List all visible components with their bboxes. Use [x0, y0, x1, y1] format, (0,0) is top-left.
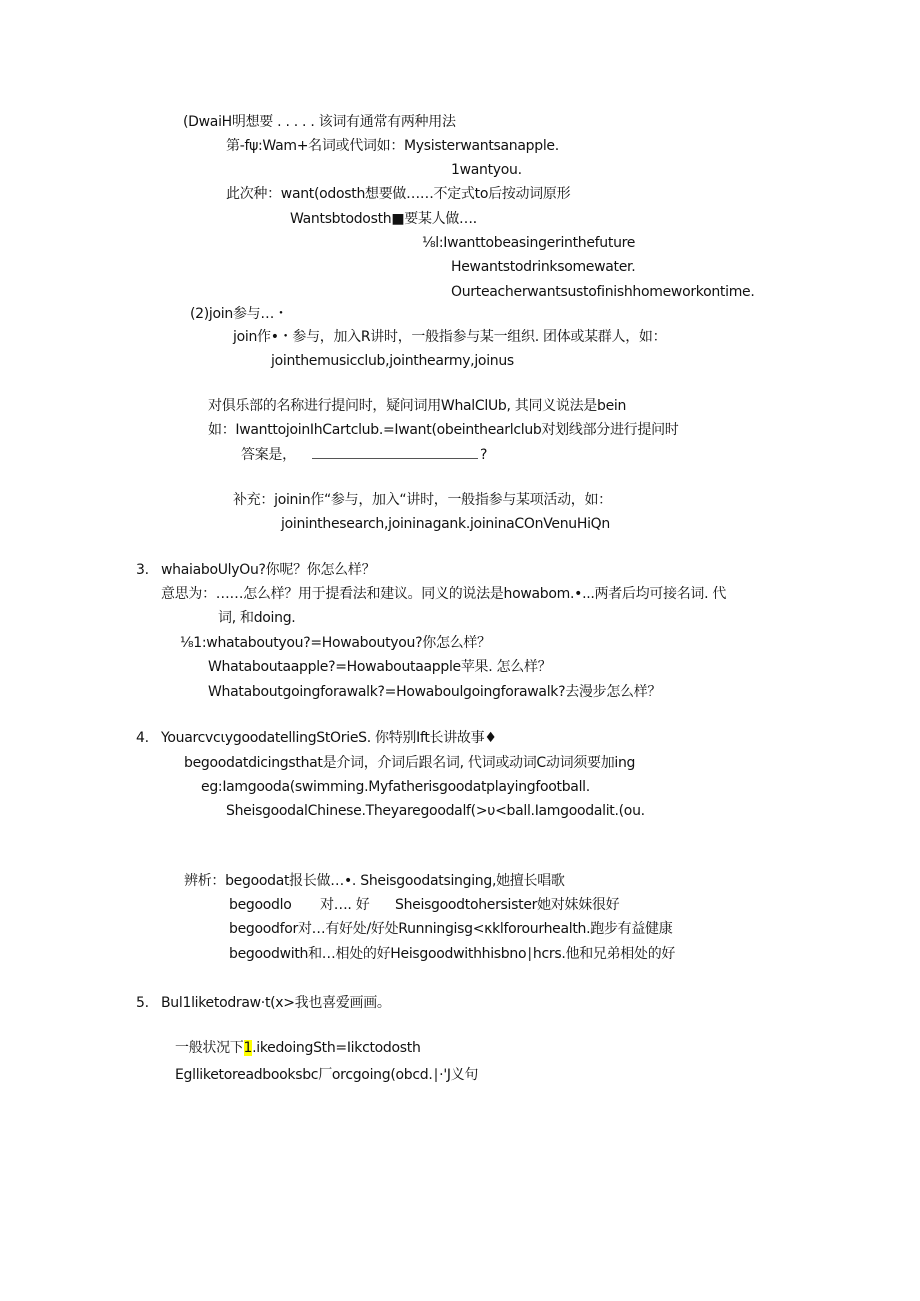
analysis-line-2-term: begoodlo — [229, 897, 292, 913]
analysis-line-4: begoodwith和…相处的好Heisgoodwithhisbno∣hcrs.他和兄弟相处的好 — [229, 946, 676, 962]
want-usage-1: 第-fψ:Wam+名词或代词如：Mysisterwantsanapple. — [226, 138, 559, 154]
section-3-example-2: Whataboutaapple?=Howaboutaapple苹果. 怎么样？ — [208, 659, 552, 675]
section-3-meaning-cont: 词, 和doing. — [218, 610, 296, 626]
answer-question-mark: ? — [480, 447, 488, 463]
section-5-rule-body: .ikedoingSth=Iikctodosth — [252, 1040, 421, 1056]
analysis-line-3: begoodfor对…有好处/好处Runningisg<κklforourhealth.跑步有益健康 — [229, 921, 673, 937]
answer-label: 答案是， — [241, 447, 296, 463]
section-5-example: Eglliketoreadbooksbc厂orcgoing(obcd.∣·'J义句 — [175, 1067, 479, 1083]
section-4-rule: begoodatdicingsthat是介词，介词后跟名词, 代词或动词C动词须要加ing — [184, 755, 636, 771]
joinin-supplement: 补充：joinin作“参与，加入“讲时，一般指参与某项活动，如： — [233, 492, 612, 508]
join-examples: jointhemusicclub,jointhearmy,joinus — [271, 353, 514, 369]
want-example-2: Hewantstodrinksomewater. — [451, 259, 636, 275]
section-3-example-1: ⅛1:whataboutyou?=Howaboutyou?你怎么样？ — [180, 635, 491, 651]
join-question-note: 对俱乐部的名称进行提问时，疑问词用WhalClUb, 其同义说法是bein — [208, 398, 627, 414]
join-question-example: 如：IwanttojoinIhCartclub.=Iwant(obeinthearlclub对划线部分进行提问时 — [208, 422, 679, 438]
joinin-examples: joininthesearch,joininagank.joininaCOnVenuHiQn — [281, 516, 610, 532]
want-example-1: ⅛l:Iwanttobeasingerinthefuture — [422, 235, 636, 251]
highlighted-text: 1 — [243, 1040, 253, 1056]
want-example-3: Ourteacherwantsustofinishhomeworkontime. — [451, 284, 755, 300]
answer-blank — [312, 458, 478, 459]
want-usage-1-example: 1wantyou. — [451, 162, 522, 178]
section-5-number: 5. — [136, 995, 149, 1011]
section-3-example-3: Whataboutgoingforawalk?=Howaboulgoingforawalk?去漫步怎么样？ — [208, 684, 662, 700]
section-4-title: YouarcvcιygoodatellingStOrieS. 你特别Ift长讲故事♦ — [161, 730, 497, 746]
join-heading: (2)join参与…・ — [190, 306, 288, 322]
analysis-line-2-example: Sheisgoodtohersister她对妹妹很好 — [395, 897, 620, 913]
want-usage-2: 此次种：want(odosth想要做……不定式to后按动词原形 — [226, 186, 571, 202]
section-5-title: Bul1liketodraw·t(x>我也喜爱画画。 — [161, 995, 391, 1011]
section-3-number: 3. — [136, 562, 149, 578]
join-description: join作•・参与，加入R讲时，一般指参与某一组织. 团体或某群人，如： — [233, 329, 667, 345]
analysis-line-1: 辨析：begoodat报长做…•. Sheisgoodatsinging,她擅长唱歌 — [184, 873, 565, 889]
want-usage-2-pattern: Wantsbtodosth■要某人做…． — [290, 211, 487, 227]
section-3-meaning: 意思为：……怎么样？用于提看法和建议。同义的说法是howabom.•...两者后均可接名词. 代 — [161, 586, 727, 602]
section-4-number: 4. — [136, 730, 149, 746]
section-5-rule-prefix: 一般状况下 — [175, 1040, 244, 1056]
section-3-title: whaiaboUlyOu?你呢？你怎么样？ — [161, 562, 376, 578]
section-5-rule — [175, 1039, 421, 1057]
analysis-line-2-meaning: 对…. 好 — [320, 897, 370, 913]
section-4-example-2: SheisgoodalChinese.Theyaregoodalf(>υ<ball.Iamgoodalit.(οu. — [226, 803, 645, 819]
section-4-example-1: eg:Iamgooda(swimming.Myfatherisgoodatplayingfootball. — [201, 779, 590, 795]
want-heading: (DwaiH明想要 . . . . . 该词有通常有两种用法 — [183, 114, 456, 130]
